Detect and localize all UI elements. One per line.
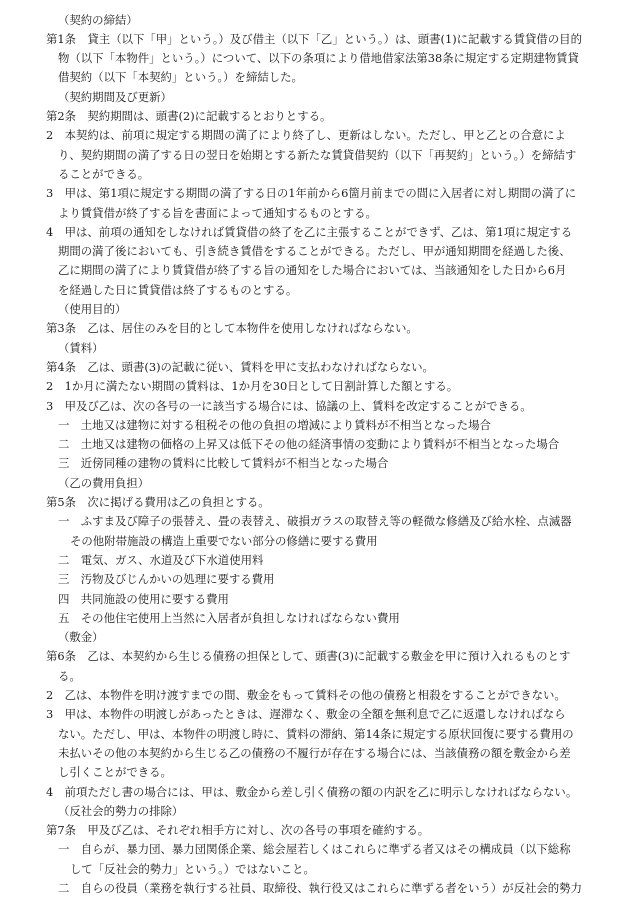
document-line-text: 二 自らの役員（業務を執行する社員、取締役、執行役又はこれらに準ずる者をいう）が反社会的勢力 [58, 881, 582, 895]
document-line [46, 785, 577, 799]
document-line-text: 4 前項ただし書の場合には、甲は、敷金から差し引く債務の額の内訳を乙に明示しなければならない。 [46, 784, 578, 799]
document-line [58, 842, 571, 856]
document-line-text: （乙の費用負担） [58, 475, 150, 490]
document-line [46, 128, 566, 142]
document-line-text: り、契約期間の満了する日の翌日を始期とする新たな賃貸借契約（以下「再契約」という。）を締結す [58, 147, 577, 162]
document-line-text: 期間の満了後においても、引き続き賃借をすることができる。ただし、甲が通知期間を経過した後、 [58, 244, 571, 259]
document-line [46, 32, 582, 46]
document-line-text: 第2条 契約期間は、頭書(2)に記載するとおりとする。 [46, 109, 332, 123]
document-line [58, 70, 303, 84]
document-line [58, 437, 559, 451]
document-line [46, 321, 418, 335]
document-line-text: より賃貸借が終了する旨を書面によって通知するものとする。 [58, 205, 377, 220]
document-line [58, 592, 229, 606]
document-line [46, 360, 434, 374]
document-line [58, 514, 572, 528]
document-line-text: を経過した日に賃貸借は終了するものとする。 [58, 282, 298, 297]
document-line-text: （賃料） [58, 340, 104, 355]
document-line-text: 2 本契約は、前項に規定する期間の満了により終了し、更新はしない。ただし、甲と乙との合意によ [46, 128, 566, 143]
document-line [58, 456, 388, 470]
document-line [46, 225, 572, 239]
document-line-text: 二 土地又は建物の価格の上昇又は低下その他の経済事情の変動により賃料が不相当となった場合 [58, 437, 560, 452]
document-line [46, 186, 576, 200]
document-line [58, 630, 104, 644]
document-line [46, 823, 429, 837]
document-line [46, 649, 570, 663]
document-line [58, 476, 149, 490]
document-line [46, 399, 532, 413]
document-line [58, 167, 149, 181]
document-line-text: 3 甲は、第1項に規定する期間の満了する日の1年前から6箇月前までの間に入居者に対し期間の満了に [46, 186, 577, 201]
document-line [58, 611, 400, 625]
document-line [70, 534, 378, 548]
document-line [46, 707, 566, 721]
document-line-text: 一 ふすま及び障子の張替え、畳の表替え、破損ガラスの取替え等の軽微な修繕及び給水栓、点滅器 [58, 514, 572, 529]
document-line-text: 三 汚物及びじんかいの処理に要する費用 [58, 572, 275, 587]
document-line [46, 379, 458, 393]
document-line-text: 未払いその他の本契約から生じる乙の債務の不履行が存在する場合には、当該債務の額を敷金から差 [58, 745, 571, 760]
document-line [58, 341, 104, 355]
document-line [58, 302, 126, 316]
document-line-text: 第6条 乙は、本契約から生じる債務の担保として、頭書(3)に記載する敷金を甲に預け入れるものとす [46, 649, 571, 664]
document-line [58, 283, 297, 297]
document-line [58, 572, 274, 586]
document-line [46, 495, 270, 509]
document-line-text: 三 近傍同種の建物の賃料に比較して賃料が不相当となった場合 [58, 456, 389, 471]
document-line [58, 881, 582, 895]
document-line-text: 2 1か月に満たない期間の賃料は、1か月を30日として日割計算した額とする。 [46, 379, 459, 394]
document-line [58, 765, 172, 779]
document-line [58, 244, 571, 258]
document-line [46, 688, 566, 702]
document-line-text: （契約の締結） [58, 12, 138, 27]
document-line-text: （使用目的） [58, 302, 127, 316]
document-line-text: （反社会的勢力の排除） [58, 803, 184, 818]
document-line-text: 第5条 次に掲げる費用は乙の負担とする。 [46, 495, 270, 509]
document-line [58, 263, 566, 277]
document-line-text: （敷金） [58, 630, 104, 645]
document-line-text: その他附帯施設の構造上重要でない部分の修繕に要する費用 [70, 533, 378, 548]
document-line-text: 借契約（以下「本契約」という。）を締結した。 [58, 70, 303, 85]
document-line-text: 五 その他住宅使用上当然に入居者が負担しなければならない費用 [58, 610, 400, 625]
document-line-text: 二 電気、ガス、水道及び下水道使用料 [58, 552, 264, 567]
document-line-text: し引くことができる。 [58, 765, 172, 780]
document-line-text: 一 自らが、暴力団、暴力団関係企業、総会屋若しくはこれらに準ずる者又はその構成員（以下総称 [58, 842, 571, 857]
document-line [58, 148, 576, 162]
document-line [58, 206, 377, 220]
document-line [58, 804, 183, 818]
document-line-text: 物（以下「本物件」という。）について、以下の条項により借地借家法第38条に規定する定期建物賃貸 [58, 51, 579, 66]
document-line-text: 第7条 甲及び乙は、それぞれ相手方に対し、次の各号の事項を確約する。 [46, 823, 430, 838]
document-line-text: 一 土地又は建物に対する租税その他の負担の増減により賃料が不相当となった場合 [58, 417, 491, 432]
document-line-text: して「反社会的勢力」という。）ではないこと。 [70, 861, 315, 876]
document-line [46, 109, 331, 123]
document-line [70, 862, 315, 876]
document-line [58, 669, 81, 683]
document-line [58, 727, 574, 741]
document-line [58, 51, 579, 65]
document-line-text: る。 [58, 668, 81, 683]
document-line-text: 乙に期間の満了により賃貸借が終了する旨の通知をした場合においては、当該通知をした日から6月 [58, 263, 567, 278]
document-line [58, 553, 263, 567]
document-line [58, 418, 491, 432]
document-line-text: 4 甲は、前項の通知をしなければ賃貸借の終了を乙に主張することができず、乙は、第1項に規定する [46, 224, 573, 239]
document-line-text: 四 共同施設の使用に要する費用 [58, 591, 229, 606]
document-line-text: 第3条 乙は、居住のみを目的として本物件を使用しなければならない。 [46, 321, 418, 336]
document-line-text: 2 乙は、本物件を明け渡すまでの間、敷金をもって賃料その他の債務と相殺をすることができない。 [46, 688, 566, 702]
document-line [58, 90, 172, 104]
document-line-text: 第4条 乙は、頭書(3)の記載に従い、賃料を甲に支払わなければならない。 [46, 359, 434, 374]
document-line-text: 第1条 貸主（以下「甲」という。）及び借主（以下「乙」という。）は、頭書(1)に記載する賃貸借の目的 [46, 31, 582, 46]
document-line-text: ない。ただし、甲は、本物件の明渡し時に、賃料の滞納、第14条に規定する原状回復に要する費用の [58, 726, 574, 741]
document-line-text: 3 甲は、本物件の明渡しがあったときは、遅滞なく、敷金の全額を無利息で乙に返還しなければなら [46, 707, 566, 722]
document-line-text: 3 甲及び乙は、次の各号の一に該当する場合には、協議の上、賃料を改定することができる。 [46, 398, 532, 413]
document-line-text: （契約期間及び更新） [58, 89, 172, 104]
document-line-text: ることができる。 [58, 166, 150, 181]
document-line [58, 13, 138, 27]
document-line [58, 746, 571, 760]
